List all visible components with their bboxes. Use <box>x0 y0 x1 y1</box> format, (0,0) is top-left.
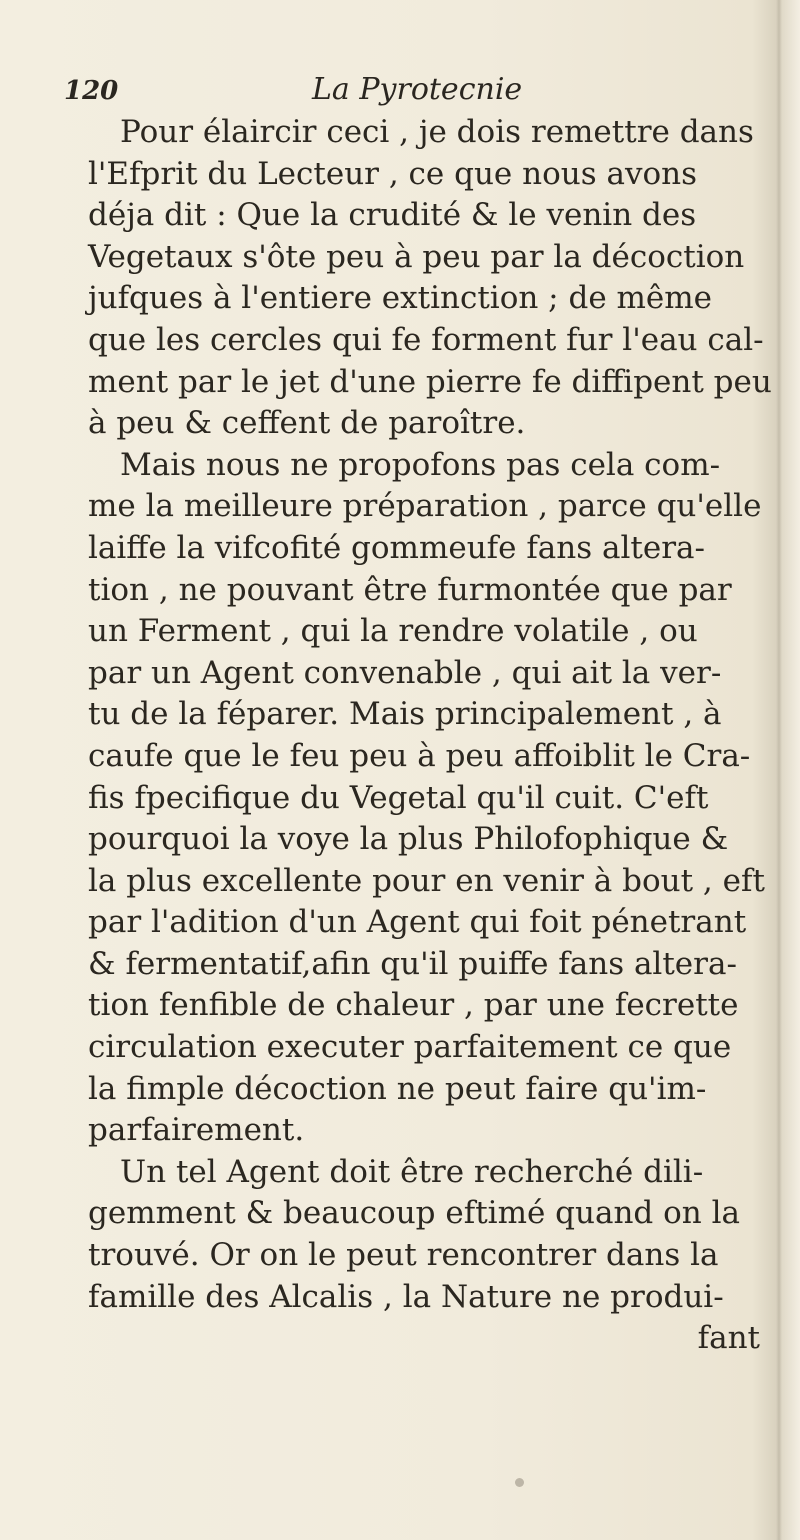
text-line: gemment & beaucoup eftimé quand on la <box>88 1195 740 1232</box>
catchword: fant <box>697 1320 760 1357</box>
text-line: tu de la féparer. Mais principalement , à <box>88 696 722 733</box>
page-number: 120 <box>64 76 119 106</box>
body-text <box>88 112 778 1360</box>
text-line: jufques à l'entiere extinction ; de même <box>88 280 712 317</box>
text-line: pourquoi la voye la plus Philofophique & <box>88 821 729 858</box>
text-line: fis fpecifique du Vegetal qu'il cuit. C'eft <box>88 779 709 816</box>
text-line: à peu & ceffent de paroître. <box>88 405 526 442</box>
text-line: Un tel Agent doit être recherché dili- <box>120 1153 704 1190</box>
text-line: laiffe la vifcofité gommeufe fans altera- <box>88 529 705 566</box>
text-line: par un Agent convenable , qui ait la ver- <box>88 654 722 691</box>
page-header <box>62 72 762 112</box>
text-line: parfairement. <box>88 1112 305 1149</box>
text-line: & fermentatif,afin qu'il puiffe fans altera- <box>88 945 737 982</box>
text-line: l'Efprit du Lecteur , ce que nous avons <box>88 155 697 192</box>
running-title: La Pyrotecnie <box>312 72 523 107</box>
text-line: Mais nous ne propofons pas cela com- <box>120 446 721 483</box>
text-line: Vegetaux s'ôte peu à peu par la décoction <box>88 238 745 275</box>
text-line: par l'adition d'un Agent qui foit pénetrant <box>88 904 747 941</box>
text-line: la fimple décoction ne peut faire qu'im- <box>88 1070 707 1107</box>
text-line: la plus excellente pour en venir à bout , eft <box>88 862 765 899</box>
text-line: me la meilleure préparation , parce qu'elle <box>88 488 762 525</box>
text-line: circulation executer parfaitement ce que <box>88 1029 732 1066</box>
text-line: Pour élaircir ceci , je dois remettre dans <box>120 114 754 150</box>
text-line: ment par le jet d'une pierre fe diffipent peu <box>88 363 772 400</box>
text-line: famille des Alcalis , la Nature ne produi- <box>88 1278 724 1315</box>
text-line: que les cercles qui fe forment fur l'eau cal- <box>88 321 764 358</box>
text-line: un Ferment , qui la rendre volatile , ou <box>88 613 698 650</box>
text-line: tion fenfible de chaleur , par une fecrette <box>88 987 739 1024</box>
text-line: trouvé. Or on le peut rencontrer dans la <box>88 1237 719 1274</box>
text-line: déja dit : Que la crudité & le venin des <box>88 197 697 234</box>
text-line: tion , ne pouvant être furmontée que par <box>88 571 732 608</box>
ink-smudge <box>515 1478 524 1487</box>
text-line: caufe que le feu peu à peu affoiblit le Cra- <box>88 737 751 774</box>
